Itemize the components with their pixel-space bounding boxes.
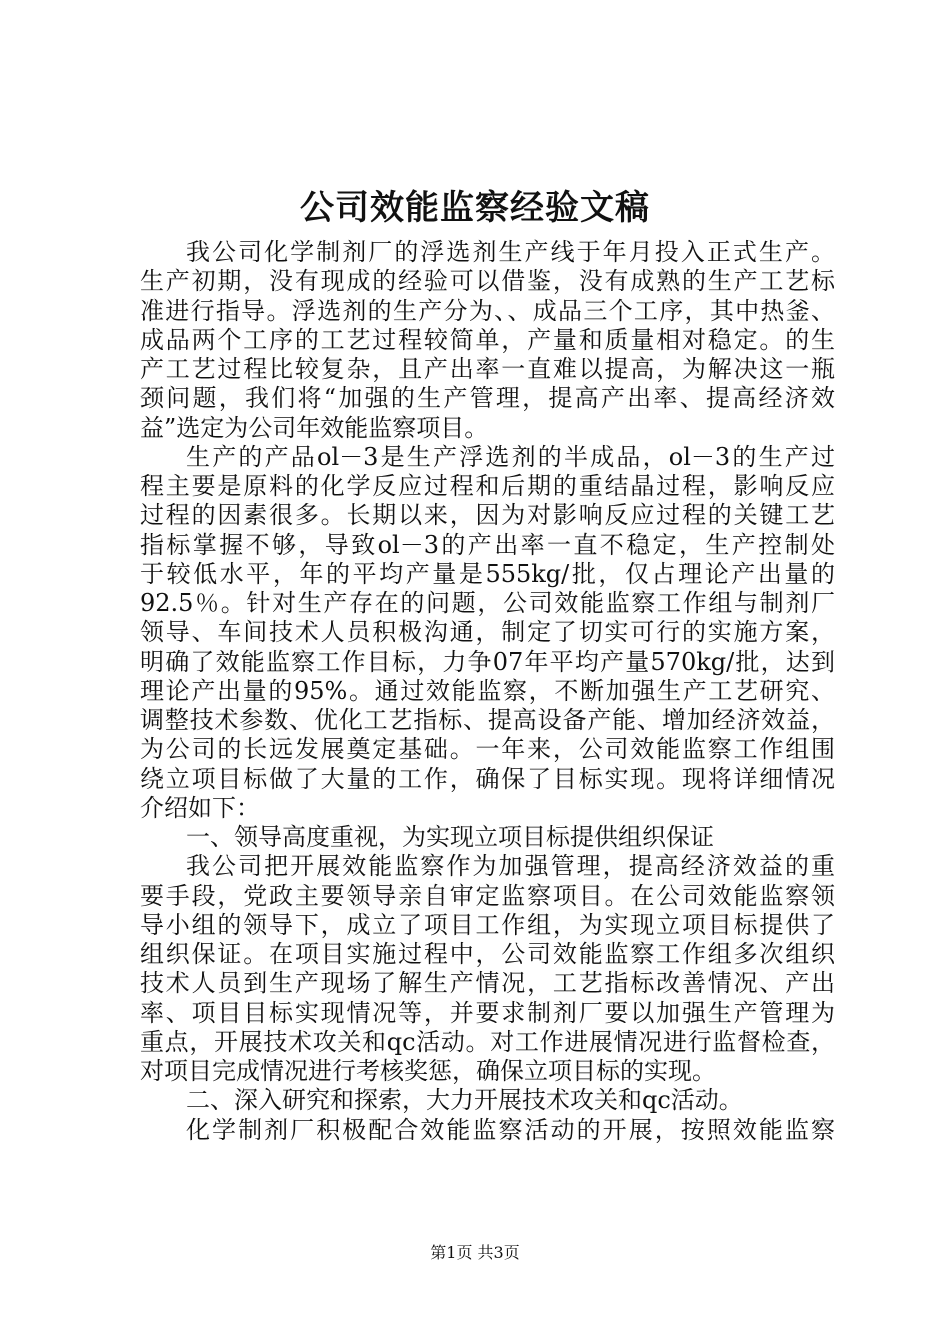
text-line: 成品两个工序的工艺过程较简单，产量和质量相对稳定。的生: [140, 325, 835, 354]
text-line: 产工艺过程比较复杂，且产出率一直难以提高，为解决这一瓶: [140, 355, 835, 383]
text-line: 组织保证。在项目实施过程中，公司效能监察工作组多次组织: [140, 940, 835, 968]
document-title: 公司效能监察经验文稿: [300, 188, 650, 228]
document-body: [140, 238, 835, 1145]
text-line: 绕立项目标做了大量的工作，确保了目标实现。现将详细情况: [140, 764, 835, 793]
text-line: 指标掌握不够，导致ol－3的产出率一直不稳定，生产控制处: [140, 530, 835, 559]
text-line: 我公司把开展效能监察作为加强管理，提高经济效益的重: [186, 852, 835, 881]
text-line: 重点，开展技术攻关和qc活动。对工作进展情况进行监督检查，: [140, 1027, 835, 1056]
text-line: 准进行指导。浮选剂的生产分为、、成品三个工序，其中热釜、: [140, 296, 835, 325]
text-line: 理论产出量的95%。通过效能监察，不断加强生产工艺研究、: [140, 676, 835, 705]
section-heading: 一、领导高度重视，为实现立项目标提供组织保证: [186, 823, 714, 851]
text-line: 调整技术参数、优化工艺指标、提高设备产能、增加经济效益，: [140, 706, 835, 734]
text-line: 颈问题，我们将“加强的生产管理，提高产出率、提高经济效: [140, 384, 835, 413]
text-line: 明确了效能监察工作目标，力争07年平均产量570kg/批，达到: [140, 647, 835, 676]
text-line: 过程的因素很多。长期以来，因为对影响反应过程的关键工艺: [140, 501, 835, 530]
text-line: 生产初期，没有现成的经验可以借鉴，没有成熟的生产工艺标: [140, 267, 835, 296]
text-line: 化学制剂厂积极配合效能监察活动的开展，按照效能监察: [186, 1115, 835, 1144]
text-line: 介绍如下：: [140, 793, 260, 822]
text-line: 生产的产品ol－3是生产浮选剂的半成品，ol－3的生产过: [186, 442, 835, 471]
text-line: 领导、车间技术人员积极沟通，制定了切实可行的实施方案，: [140, 618, 835, 647]
text-line: 为公司的长远发展奠定基础。一年来，公司效能监察工作组围: [140, 735, 835, 764]
text-line: 导小组的领导下，成立了项目工作组，为实现立项目标提供了: [140, 910, 835, 939]
page-footer: 第1页 共3页: [430, 1243, 520, 1262]
text-line: 我公司化学制剂厂的浮选剂生产线于年月投入正式生产。: [186, 238, 835, 266]
text-line: 于较低水平，年的平均产量是555kg/批，仅占理论产出量的: [140, 559, 835, 588]
text-line: 92.5％。针对生产存在的问题，公司效能监察工作组与制剂厂: [140, 589, 835, 617]
text-line: 益”选定为公司年效能监察项目。: [140, 413, 489, 442]
text-line: 技术人员到生产现场了解生产情况，工艺指标改善情况、产出: [140, 969, 835, 998]
text-line: 程主要是原料的化学反应过程和后期的重结晶过程，影响反应: [140, 472, 835, 500]
text-line: 率、项目目标实现情况等，并要求制剂厂要以加强生产管理为: [140, 998, 835, 1027]
text-line: 要手段，党政主要领导亲自审定监察项目。在公司效能监察领: [140, 881, 835, 910]
text-line: 对项目完成情况进行考核奖惩，确保立项目标的实现。: [140, 1057, 716, 1085]
section-heading: 二、深入研究和探索，大力开展技术攻关和qc活动。: [186, 1086, 743, 1115]
